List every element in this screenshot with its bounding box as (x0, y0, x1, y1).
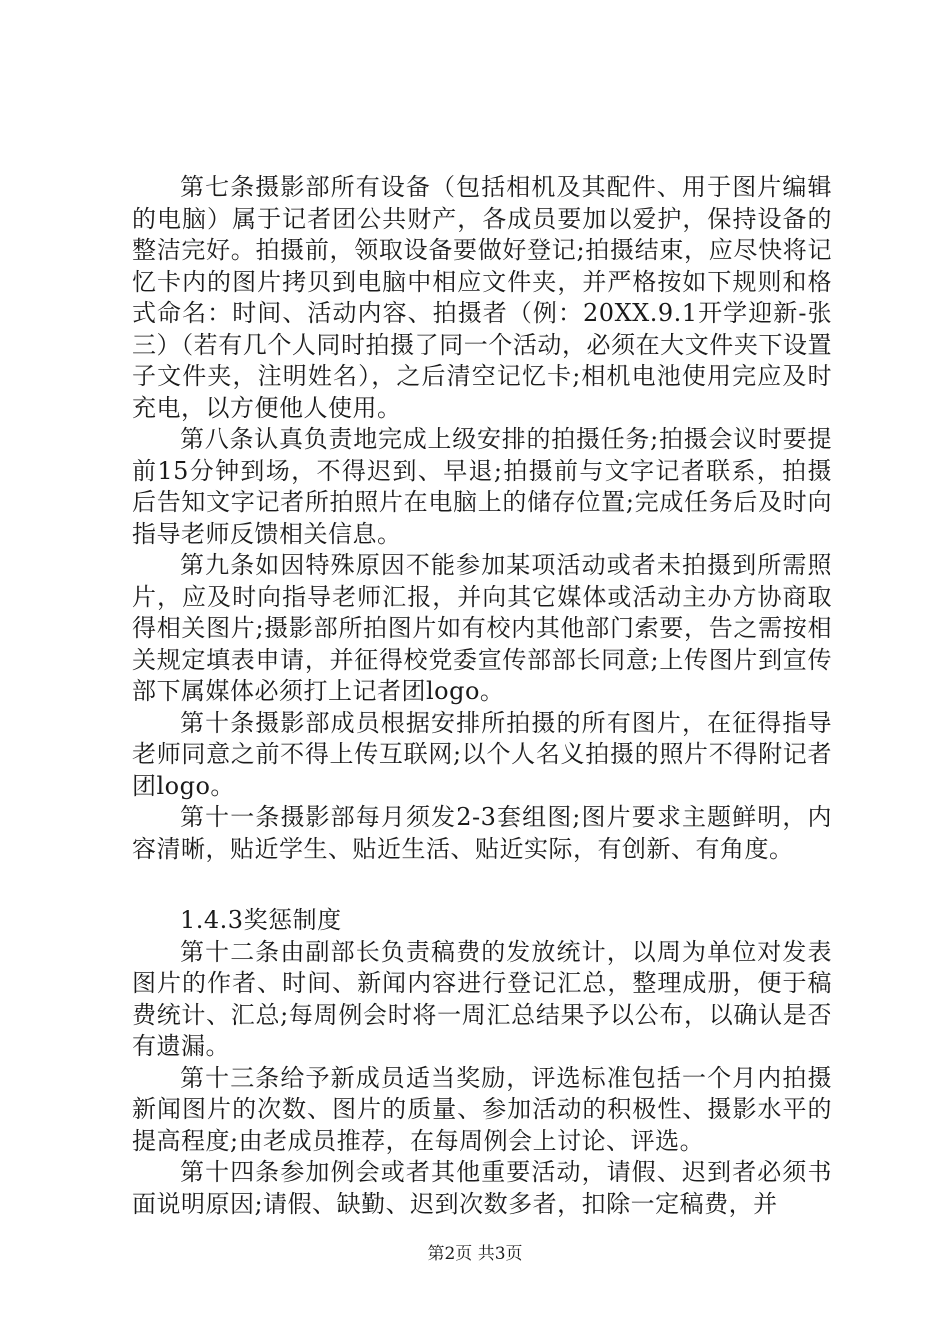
paragraph-article-10: 第十条摄影部成员根据安排所拍摄的所有图片，在征得指导老师同意之前不得上传互联网;以个人名义拍摄的照片不得附记者团logo。 (132, 708, 832, 800)
document-body (132, 172, 832, 1220)
paragraph-article-13: 第十三条给予新成员适当奖励，评选标准包括一个月内拍摄新闻图片的次数、图片的质量、参加活动的积极性、摄影水平的提高程度;由老成员推荐，在每周例会上讨论、评选。 (132, 1063, 832, 1155)
paragraph-article-11: 第十一条摄影部每月须发2-3套组图;图片要求主题鲜明，内容清晰，贴近学生、贴近生活、贴近实际，有创新、有角度。 (132, 803, 832, 863)
paragraph-article-7: 第七条摄影部所有设备（包括相机及其配件、用于图片编辑的电脑）属于记者团公共财产，各成员要加以爱护，保持设备的整洁完好。拍摄前，领取设备要做好登记;拍摄结束，应尽快将记忆卡内的图片拷贝到电脑中相应文件夹，并严格按如下规则和格式命名：时间、活动内容、拍摄者（例：20XX.9.1开学迎新-张三）（若有几个人同时拍摄了同一个活动，必须在大文件夹下设置子文件夹，注明姓名），之后清空记忆卡;相机电池使用完应及时充电，以方便他人使用。 (132, 173, 832, 422)
page-number-footer: 第2页 共3页 (427, 1244, 523, 1264)
paragraph-article-8: 第八条认真负责地完成上级安排的拍摄任务;拍摄会议时要提前15分钟到场，不得迟到、早退;拍摄前与文字记者联系，拍摄后告知文字记者所拍照片在电脑上的储存位置;完成任务后及时向指导老师反馈相关信息。 (132, 425, 832, 548)
paragraph-article-14: 第十四条参加例会或者其他重要活动，请假、迟到者必须书面说明原因;请假、缺勤、迟到次数多者，扣除一定稿费，并 (132, 1158, 832, 1218)
section-heading: 1.4.3奖惩制度 (180, 906, 342, 934)
paragraph-article-9: 第九条如因特殊原因不能参加某项活动或者未拍摄到所需照片，应及时向指导老师汇报，并向其它媒体或活动主办方协商取得相关图片;摄影部所拍图片如有校内其他部门索要，告之需按相关规定填表申请，并征得校党委宣传部部长同意;上传图片到宣传部下属媒体必须打上记者团logo。 (132, 551, 832, 705)
paragraph-article-12: 第十二条由副部长负责稿费的发放统计，以周为单位对发表图片的作者、时间、新闻内容进行登记汇总，整理成册，便于稿费统计、汇总;每周例会时将一周汇总结果予以公布，以确认是否有遗漏。 (132, 937, 832, 1060)
